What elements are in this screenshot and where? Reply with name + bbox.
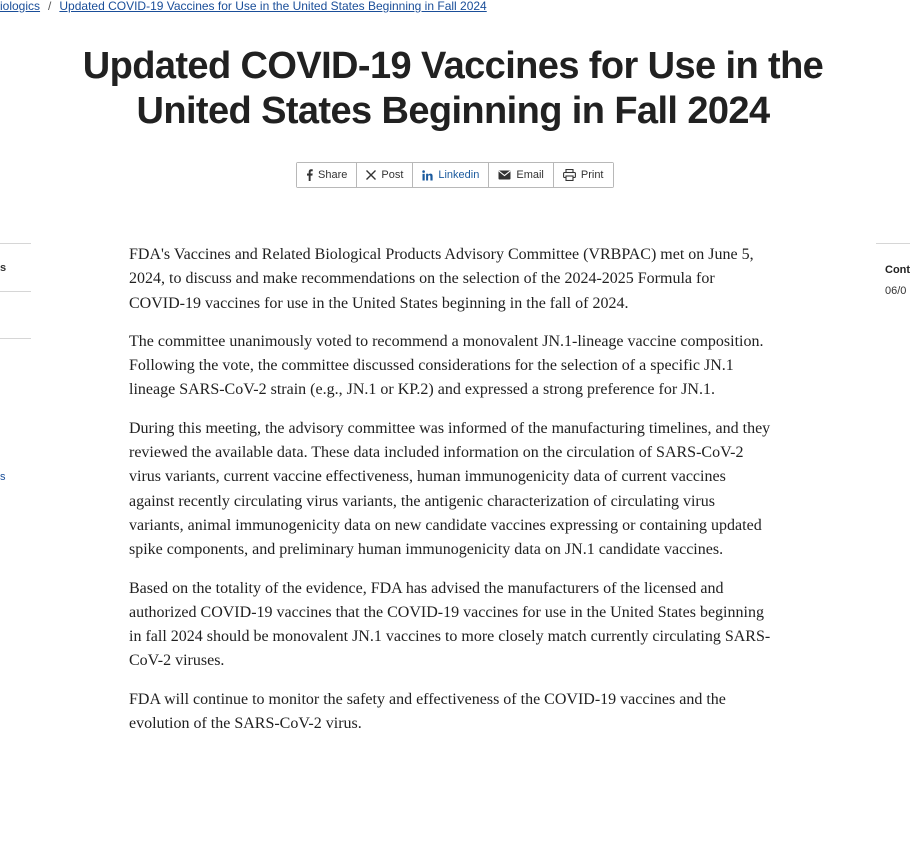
share-facebook-button[interactable] [297,163,357,187]
x-icon [366,170,376,180]
share-email-button[interactable] [489,163,554,187]
sidebar-divider [0,338,31,339]
article-paragraph: During this meeting, the advisory committee was informed of the manufacturing timelines, and they reviewed the available data. These data included information on the circulation of SARS-CoV-2 virus variants, current vaccine effectiveness, human immunogenicity data of current vaccines against recently circulating virus variants, the antigenic characterization of circulating virus variants, animal immunogenicity data on new candidate vaccines expressing or containing updated spike components, and preliminary human immunogenicity data on JN.1 candidate vaccines. [129,419,771,559]
article-body [129,243,771,750]
print-icon [563,169,576,181]
share-linkedin-button[interactable] [413,163,489,187]
email-icon [498,170,511,180]
breadcrumb-link-parent[interactable]: iologics [0,0,41,13]
share-email-label: Email [516,169,544,181]
article-paragraph: FDA will continue to monitor the safety and effectiveness of the COVID-19 vaccines and the evolution of the SARS-CoV-2 virus. [129,690,726,733]
share-print-label: Print [580,169,604,181]
article-paragraph: FDA's Vaccines and Related Biological Products Advisory Committee (VRBPAC) met on June 5, 2024, to discuss and make recommendations on the selection of the 2024-2025 Formula for COVID-19 vaccines for use in the United States beginning in the fall of 2024. [129,246,754,312]
share-print-button[interactable] [554,163,613,187]
breadcrumb [0,0,487,14]
share-toolbar [296,162,614,188]
sidebar-divider [0,291,31,292]
page-title: Updated COVID-19 Vaccines for Use in the United States Beginning in Fall 2024 [82,45,824,132]
share-facebook-label: Share [318,169,348,181]
linkedin-icon [422,170,433,181]
sidebar-divider [0,243,31,244]
sidebar-divider [876,243,910,244]
article-paragraph: The committee unanimously voted to recommend a monovalent JN.1-lineage vaccine composition. Following the vote, the committee discussed considerations for the selection of a specific JN.1 lineage SARS-CoV-2 strain (e.g., JN.1 or KP.2) and expressed a strong preference for JN.1. [129,332,764,399]
sidebar-link-fragment[interactable]: s [0,471,6,483]
content-date-label: Cont [885,264,910,276]
share-x-button[interactable] [357,163,413,187]
facebook-icon [306,169,313,181]
breadcrumb-separator: / [48,0,52,13]
content-date-value: 06/0 [885,285,907,297]
breadcrumb-link-current[interactable]: Updated COVID-19 Vaccines for Use in the United States Beginning in Fall 2024 [59,0,487,13]
share-linkedin-label: Linkedin [438,169,480,181]
sidebar-heading-fragment: s [0,262,7,274]
article-paragraph: Based on the totality of the evidence, FDA has advised the manufacturers of the licensed and authorized COVID-19 vaccines that the COVID-19 vaccines for use in the United States beginning in fall 2024 should be monovalent JN.1 vaccines to more closely match currently circulating SARS-CoV-2 viruses. [129,579,771,670]
share-x-label: Post [381,169,404,181]
